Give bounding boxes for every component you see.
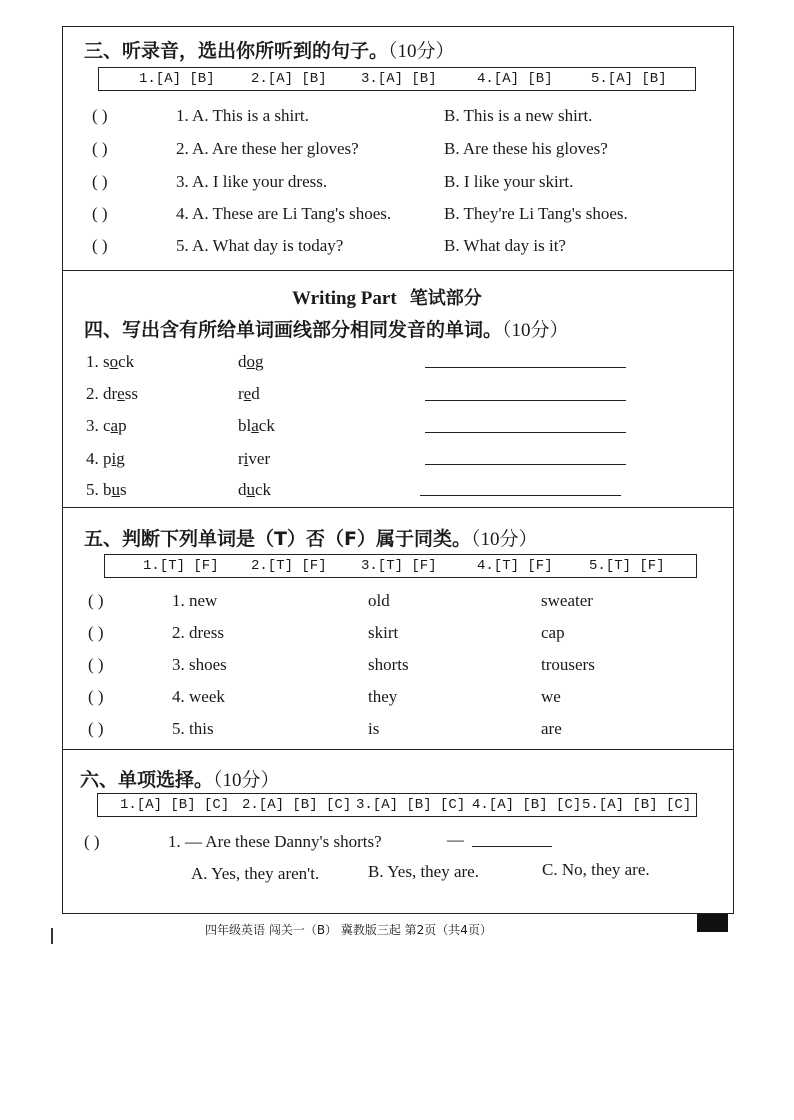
answer-paren[interactable]: ( ): [92, 236, 108, 255]
word-1: 2. dress: [172, 623, 224, 642]
section5-title: [84, 524, 537, 551]
answer-option: 4.[T] [F]: [477, 558, 553, 574]
word-3: cap: [541, 623, 565, 642]
section6-answer-box: [97, 793, 697, 817]
answer-option: 3.[A] [B]: [361, 71, 437, 87]
section5-points: （10分）: [470, 529, 538, 550]
option-b: B. Yes, they are.: [368, 862, 479, 881]
section5-answer-box: [104, 554, 697, 578]
word-3: we: [541, 687, 561, 706]
option-b: B. I like your skirt.: [444, 172, 574, 191]
answer-option: 5.[A] [B] [C]: [582, 797, 692, 813]
section6-title-text: 六、单项选择。: [80, 769, 214, 791]
answer-paren[interactable]: ( ): [88, 655, 104, 674]
word-1: 3. shoes: [172, 655, 227, 674]
section4-title-text: 四、写出含有所给单词画线部分相同发音的单词。: [84, 319, 503, 341]
word-3: are: [541, 719, 562, 738]
divider: [63, 749, 733, 750]
phonics-example: river: [238, 449, 271, 468]
option-a: 1. A. This is a shirt.: [176, 106, 309, 125]
section3-points: （10分）: [388, 41, 455, 62]
word-2: shorts: [368, 655, 409, 674]
phonics-word: 2. dress: [86, 384, 138, 403]
option-b: B. They're Li Tang's shoes.: [444, 204, 628, 223]
question-stem: 1. — Are these Danny's shorts?: [168, 832, 382, 851]
option-b: B. This is a new shirt.: [444, 106, 593, 125]
answer-blank[interactable]: [425, 432, 626, 433]
page-footer: 四年级英语 闯关一（B） 冀教版三起 第2页（共4页）: [205, 923, 492, 937]
answer-paren[interactable]: ( ): [88, 719, 104, 738]
answer-paren[interactable]: ( ): [88, 623, 104, 642]
margin-mark: [51, 928, 53, 944]
section4-title: [84, 315, 569, 342]
answer-paren[interactable]: ( ): [88, 591, 104, 610]
divider: [63, 507, 733, 508]
word-1: 4. week: [172, 687, 225, 706]
word-3: trousers: [541, 655, 595, 674]
answer-dash: —: [447, 830, 464, 849]
phonics-example: duck: [238, 480, 272, 499]
answer-paren[interactable]: ( ): [88, 687, 104, 706]
word-1: 1. new: [172, 591, 218, 610]
phonics-word: 1. sock: [86, 352, 135, 371]
corner-black-block: [697, 914, 728, 932]
word-2: skirt: [368, 623, 399, 642]
writing-part-en: Writing Part: [292, 288, 397, 309]
option-a: A. Yes, they aren't.: [191, 864, 320, 883]
answer-option: 3.[A] [B] [C]: [356, 797, 466, 813]
section3-answer-box: [98, 67, 696, 91]
option-b: B. What day is it?: [444, 236, 566, 255]
answer-option: 4.[A] [B] [C]: [472, 797, 582, 813]
section3-title: [84, 36, 455, 63]
word-2: they: [368, 687, 398, 706]
phonics-example: red: [238, 384, 260, 403]
answer-paren[interactable]: ( ): [92, 139, 108, 158]
option-b: B. Are these his gloves?: [444, 139, 608, 158]
phonics-word: 3. cap: [86, 416, 127, 435]
divider: [63, 270, 733, 271]
answer-option: 4.[A] [B]: [477, 71, 553, 87]
option-a: 4. A. These are Li Tang's shoes.: [176, 204, 392, 223]
answer-option: 1.[A] [B]: [139, 71, 215, 87]
answer-blank[interactable]: [472, 846, 552, 847]
answer-paren[interactable]: ( ): [92, 204, 108, 223]
answer-option: 1.[T] [F]: [143, 558, 219, 574]
section6-title: [80, 765, 280, 792]
word-2: is: [368, 719, 380, 738]
answer-blank[interactable]: [425, 464, 626, 465]
answer-option: 1.[A] [B] [C]: [120, 797, 230, 813]
phonics-word: 4. pig: [86, 449, 125, 468]
option-c: C. No, they are.: [542, 860, 650, 879]
phonics-word: 5. bus: [86, 480, 127, 499]
answer-option: 3.[T] [F]: [361, 558, 437, 574]
answer-option: 2.[T] [F]: [251, 558, 327, 574]
word-1: 5. this: [172, 719, 214, 738]
section3-title-text: 三、听录音，选出你所听到的句子。: [84, 40, 389, 62]
answer-blank[interactable]: [420, 495, 621, 496]
answer-option: 2.[A] [B] [C]: [242, 797, 352, 813]
answer-option: 5.[A] [B]: [591, 71, 667, 87]
answer-paren[interactable]: ( ): [84, 832, 100, 851]
option-a: 3. A. I like your dress.: [176, 172, 328, 191]
section4-points: （10分）: [502, 320, 569, 341]
answer-blank[interactable]: [425, 367, 626, 368]
answer-paren[interactable]: ( ): [92, 172, 108, 191]
answer-blank[interactable]: [425, 400, 626, 401]
writing-part-heading: [292, 284, 482, 310]
answer-option: 5.[T] [F]: [589, 558, 665, 574]
phonics-example: black: [238, 416, 275, 435]
answer-paren[interactable]: ( ): [92, 106, 108, 125]
word-3: sweater: [541, 591, 593, 610]
phonics-example: dog: [238, 352, 264, 371]
writing-part-cn: 笔试部分: [409, 288, 482, 309]
answer-option: 2.[A] [B]: [251, 71, 327, 87]
section5-title-text: 五、判断下列单词是（T）否（F）属于同类。: [84, 528, 471, 550]
option-a: 5. A. What day is today?: [176, 236, 344, 255]
word-2: old: [368, 591, 390, 610]
section6-points: （10分）: [213, 770, 280, 791]
option-a: 2. A. Are these her gloves?: [176, 139, 359, 158]
